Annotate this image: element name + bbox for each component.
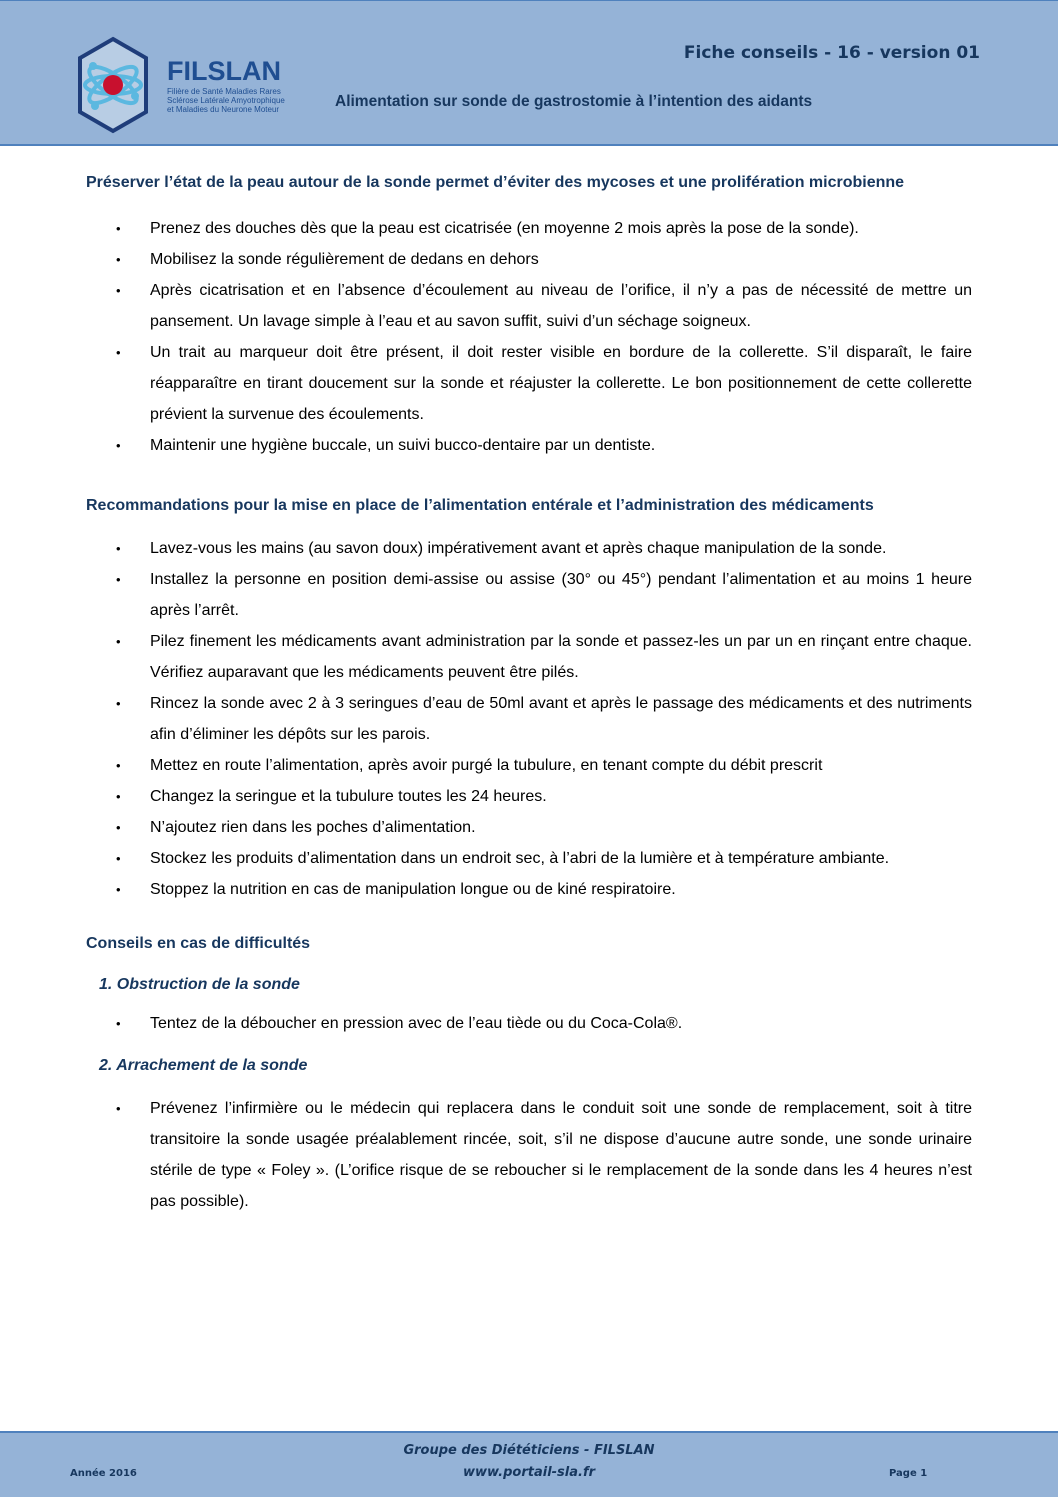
bullet-icon: • bbox=[116, 758, 121, 773]
list-item: • N’ajoutez rien dans les poches d’alimentation. bbox=[86, 812, 972, 843]
bullet-icon: • bbox=[116, 696, 121, 711]
page-footer bbox=[0, 1431, 1058, 1497]
fiche-title: Fiche conseils - 16 - version 01 bbox=[683, 43, 980, 63]
list-item: • Installez la personne en position demi-assise ou assise (30° ou 45°) pendant l’alimentation et au moins 1 heure après l’arrêt. bbox=[86, 564, 972, 626]
bullet-icon: • bbox=[116, 438, 121, 453]
bullet-icon: • bbox=[116, 221, 121, 236]
bullet-icon: • bbox=[116, 882, 121, 897]
list-item: • Lavez-vous les mains (au savon doux) impérativement avant et après chaque manipulation de la sonde. bbox=[86, 533, 972, 564]
section-heading-recommendations: Recommandations pour la mise en place de l’alimentation entérale et l’administration des médicaments bbox=[86, 497, 874, 514]
list-item: • Maintenir une hygiène buccale, un suivi bucco-dentaire par un dentiste. bbox=[86, 430, 972, 461]
bullet-icon: • bbox=[116, 851, 121, 866]
subsection-obstruction: 1. Obstruction de la sonde bbox=[99, 976, 300, 993]
footer-url[interactable]: www.portail-sla.fr bbox=[462, 1465, 596, 1480]
bullet-icon: • bbox=[116, 789, 121, 804]
list-item: • Prenez des douches dès que la peau est cicatrisée (en moyenne 2 mois après la pose de la sonde). bbox=[86, 213, 972, 244]
bullet-icon: • bbox=[116, 572, 121, 587]
list-item: • Tentez de la déboucher en pression avec de l’eau tiède ou du Coca-Cola®. bbox=[86, 1008, 972, 1039]
list-item: • Mobilisez la sonde régulièrement de dedans en dehors bbox=[86, 244, 972, 275]
page-number: Page 1 bbox=[889, 1468, 928, 1479]
skin-care-list bbox=[86, 213, 972, 461]
document-subtitle: Alimentation sur sonde de gastrostomie à l’intention des aidants bbox=[335, 93, 813, 110]
section-heading-difficulties: Conseils en cas de difficultés bbox=[86, 935, 311, 952]
list-item: • Stockez les produits d’alimentation dans un endroit sec, à l’abri de la lumière et à température ambiante. bbox=[86, 843, 972, 874]
list-item: • Pilez finement les médicaments avant administration par la sonde et passez-les un par un en rinçant entre chaque. Vérifiez auparavant que les médicaments peuvent être pilés. bbox=[86, 626, 972, 688]
footer-group: Groupe des Diététiciens - FILSLAN bbox=[403, 1443, 655, 1458]
logo-subtitle: Filière de Santé Maladies Rares Sclérose Latérale Amyotrophique et Maladies du Neurone Moteur bbox=[167, 87, 285, 114]
bullet-icon: • bbox=[116, 345, 121, 360]
bullet-icon: • bbox=[116, 541, 121, 556]
bullet-icon: • bbox=[116, 252, 121, 267]
filslan-logo-icon bbox=[77, 36, 149, 134]
list-item: • Rincez la sonde avec 2 à 3 seringues d’eau de 50ml avant et après le passage des médicaments et des nutriments afin d’éliminer les dépôts sur les parois. bbox=[86, 688, 972, 750]
subsection-arrachement: 2. Arrachement de la sonde bbox=[99, 1057, 308, 1074]
bullet-icon: • bbox=[116, 820, 121, 835]
list-item: • Un trait au marqueur doit être présent, il doit rester visible en bordure de la collerette. S’il disparaît, le faire réapparaître en tirant doucement sur la sonde et réajuster la collerette. Le bon positionnement de cette collerette prévient la survenue des écoulements. bbox=[86, 337, 972, 430]
list-item: • Prévenez l’infirmière ou le médecin qui replacera dans le conduit soit une sonde de remplacement, soit à titre transitoire la sonde usagée préalablement rincée, soit, s’il ne dispose d’aucune autre sonde, une sonde urinaire stérile de type « Foley ». (L’orifice risque de se reboucher si le remplacement de la sonde dans les 4 heures n’est pas possible). bbox=[86, 1093, 972, 1217]
arrachement-list bbox=[86, 1093, 972, 1217]
logo-name: FILSLAN bbox=[167, 56, 281, 86]
page-header bbox=[0, 0, 1058, 146]
list-item: • Mettez en route l’alimentation, après avoir purgé la tubulure, en tenant compte du débit prescrit bbox=[86, 750, 972, 781]
section-heading-skin: Préserver l’état de la peau autour de la sonde permet d’éviter des mycoses et une prolifération microbienne bbox=[86, 174, 905, 191]
obstruction-list bbox=[86, 1008, 972, 1039]
bullet-icon: • bbox=[116, 634, 121, 649]
list-item: • Après cicatrisation et en l’absence d’écoulement au niveau de l’orifice, il n’y a pas de nécessité de mettre un pansement. Un lavage simple à l’eau et au savon suffit, suivi d’un séchage soigneux. bbox=[86, 275, 972, 337]
footer-year: Année 2016 bbox=[70, 1468, 137, 1479]
recommendations-list bbox=[86, 533, 972, 905]
document-body bbox=[86, 170, 972, 1217]
bullet-icon: • bbox=[116, 283, 121, 298]
list-item: • Changez la seringue et la tubulure toutes les 24 heures. bbox=[86, 781, 972, 812]
bullet-icon: • bbox=[116, 1016, 121, 1031]
list-item: • Stoppez la nutrition en cas de manipulation longue ou de kiné respiratoire. bbox=[86, 874, 972, 905]
bullet-icon: • bbox=[116, 1101, 121, 1116]
